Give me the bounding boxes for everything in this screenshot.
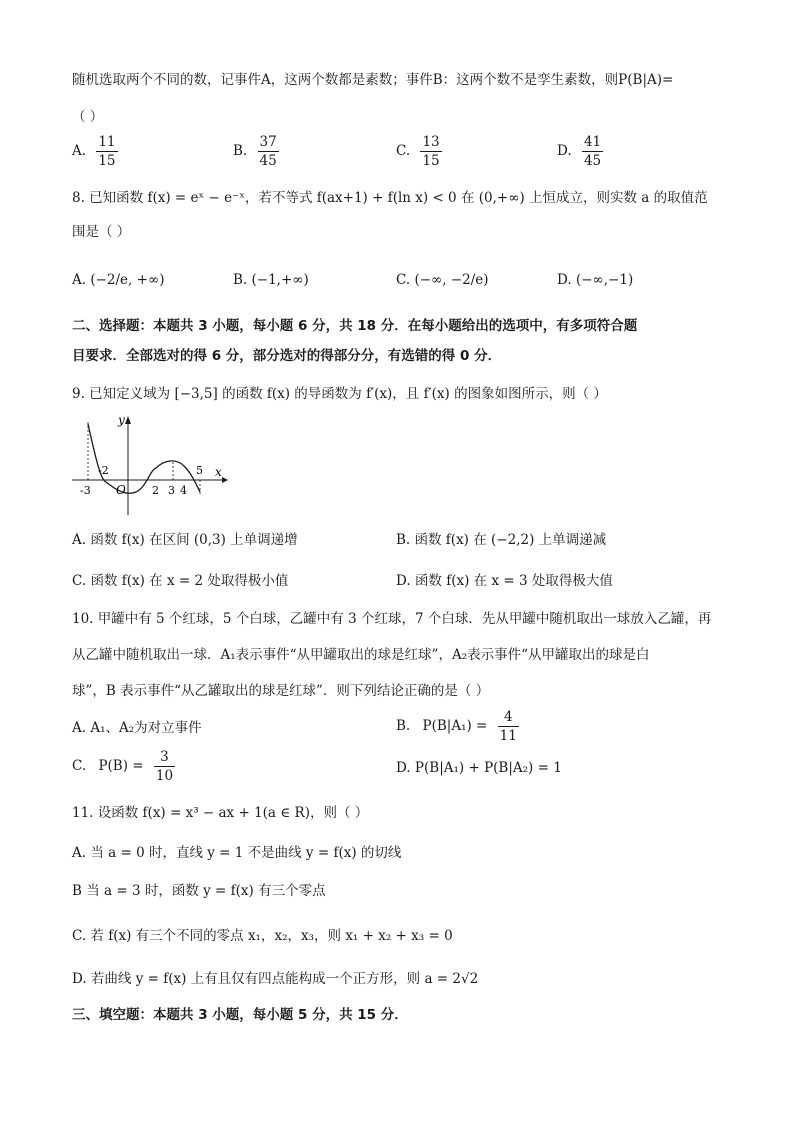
denominator: 45: [259, 153, 277, 169]
q10-option-c: [72, 748, 175, 785]
q9-option-a: [72, 530, 298, 550]
option-expression: P(B|A₁) =: [422, 718, 488, 734]
fraction: [154, 748, 175, 785]
option-label: C.: [72, 758, 87, 774]
option-label: B.: [396, 532, 411, 548]
q7-option-d: [557, 133, 603, 170]
option-label: D.: [396, 573, 411, 589]
option-label: D.: [557, 143, 572, 159]
fraction: [420, 133, 441, 170]
tick-label-5: 5: [196, 464, 203, 477]
tick-label-3: 3: [168, 484, 175, 497]
x-label: x: [215, 465, 222, 479]
option-text: 函数 f(x) 在 x = 2 处取得极小值: [90, 573, 289, 589]
q7-option-b: [233, 133, 279, 170]
option-label: A.: [72, 143, 87, 159]
option-label: B.: [233, 272, 248, 288]
denominator: 10: [155, 768, 174, 784]
q10-stem-line1: 10. 甲罐中有 5 个红球，5 个白球，乙罐中有 3 个红球，7 个白球．先从甲罐中随机取出一球放入乙罐，再: [72, 611, 712, 627]
q8-option-d: [557, 270, 633, 290]
denominator: 11: [499, 728, 517, 744]
origin-label: O: [116, 483, 126, 497]
option-label: C.: [72, 573, 87, 589]
option-text: (−1,+∞): [251, 272, 309, 288]
numerator: 13: [422, 134, 440, 150]
numerator: 3: [154, 748, 175, 767]
option-label: D.: [557, 272, 572, 288]
fraction: [498, 708, 519, 745]
q11-option-c: C. 若 f(x) 有三个不同的零点 x₁，x₂，x₃，则 x₁ + x₂ + x₃ = 0: [72, 928, 453, 944]
denominator: 15: [98, 153, 116, 169]
y-label: y: [118, 413, 125, 427]
q7-option-c: [396, 133, 442, 170]
option-text: 函数 f(x) 在区间 (0,3) 上单调递增: [90, 532, 298, 548]
y-axis-arrow: [125, 416, 131, 424]
option-label: C.: [396, 143, 411, 159]
option-expression: P(B) =: [98, 758, 144, 774]
q9-stem: 9. 已知定义域为 [−3,5] 的函数 f(x) 的导函数为 f′(x)，且 f′(x) 的图象如图所示，则（ ）: [72, 386, 607, 402]
q11-stem: 11. 设函数 f(x) = x³ − ax + 1(a ∈ R)，则（ ）: [72, 805, 369, 821]
option-label: C.: [396, 272, 411, 288]
option-text: (−∞,−1): [575, 272, 634, 288]
option-label: A.: [72, 532, 87, 548]
q7-paren: （ ）: [72, 109, 104, 125]
q9-option-b: [396, 530, 606, 550]
q8-stem-line1: 8. 已知函数 f(x) = eˣ − e⁻ˣ，若不等式 f(ax+1) + f(ln x) < 0 在 (0,+∞) 上恒成立，则实数 a 的取值范: [72, 190, 708, 206]
section2-heading-line2: 目要求．全部选对的得 6 分，部分选对的得部分分，有选错的得 0 分．: [72, 348, 502, 364]
q10-option-a: A. A₁、A₂为对立事件: [72, 720, 202, 736]
section3-heading: 三、填空题：本题共 3 小题，每小题 5 分，共 15 分．: [72, 1007, 408, 1023]
option-text: (−∞, −2/e): [414, 272, 489, 288]
q8-option-b: [233, 270, 309, 290]
q10-stem-line2: 从乙罐中随机取出一球．A₁表示事件“从甲罐取出的球是红球”，A₂表示事件“从甲罐取出的球是白: [72, 647, 650, 663]
derivative-graph: [72, 410, 232, 520]
tick-label-neg2: -2: [98, 464, 109, 477]
q8-option-c: [396, 270, 489, 290]
q11-option-d: D. 若曲线 y = f(x) 上有且仅有四点能构成一个正方形，则 a = 2√2: [72, 971, 479, 987]
q11-option-a: A. 当 a = 0 时，直线 y = 1 不是曲线 y = f(x) 的切线: [72, 845, 402, 861]
option-text: 函数 f(x) 在 x = 3 处取得极大值: [414, 573, 613, 589]
tick-label-4: 4: [180, 484, 187, 497]
fraction: [258, 133, 279, 170]
q8-stem-line2: 围是（ ）: [72, 224, 131, 240]
q8-option-a: [72, 270, 164, 290]
q10-option-d: D. P(B|A₁) + P(B|A₂) = 1: [396, 760, 562, 776]
option-text: (−2/e, +∞): [90, 272, 165, 288]
fraction: [582, 133, 603, 170]
section2-heading-line1: 二、选择题：本题共 3 小题，每小题 6 分，共 18 分．在每小题给出的选项中，有多项符合题: [72, 318, 638, 334]
numerator: 41: [583, 134, 602, 150]
option-label: B.: [396, 718, 411, 734]
option-text: 函数 f(x) 在 (−2,2) 上单调递减: [414, 532, 607, 548]
derivative-curve: [88, 424, 200, 493]
denominator: 45: [583, 153, 602, 169]
q9-option-d: [396, 571, 613, 591]
option-label: B.: [233, 143, 248, 159]
q7-stem: 随机选取两个不同的数，记事件A，这两个数都是素数；事件B：这两个数不是孪生素数，则P(B|A)=: [72, 72, 674, 88]
q7-option-a: [72, 133, 118, 170]
q11-option-b: B 当 a = 3 时，函数 y = f(x) 有三个零点: [72, 883, 326, 899]
option-label: A.: [72, 272, 87, 288]
denominator: 15: [422, 153, 440, 169]
numerator: 11: [98, 134, 116, 150]
fraction: [96, 133, 117, 170]
tick-label-2: 2: [152, 484, 159, 497]
numerator: 37: [259, 134, 277, 150]
tick-label-neg3: -3: [80, 484, 91, 497]
q10-stem-line3: 球”，B 表示事件“从乙罐取出的球是红球”．则下列结论正确的是（ ）: [72, 683, 490, 699]
numerator: 4: [498, 708, 519, 727]
q9-option-c: [72, 571, 288, 591]
x-axis-arrow: [222, 477, 228, 483]
q10-option-b: [396, 708, 519, 745]
